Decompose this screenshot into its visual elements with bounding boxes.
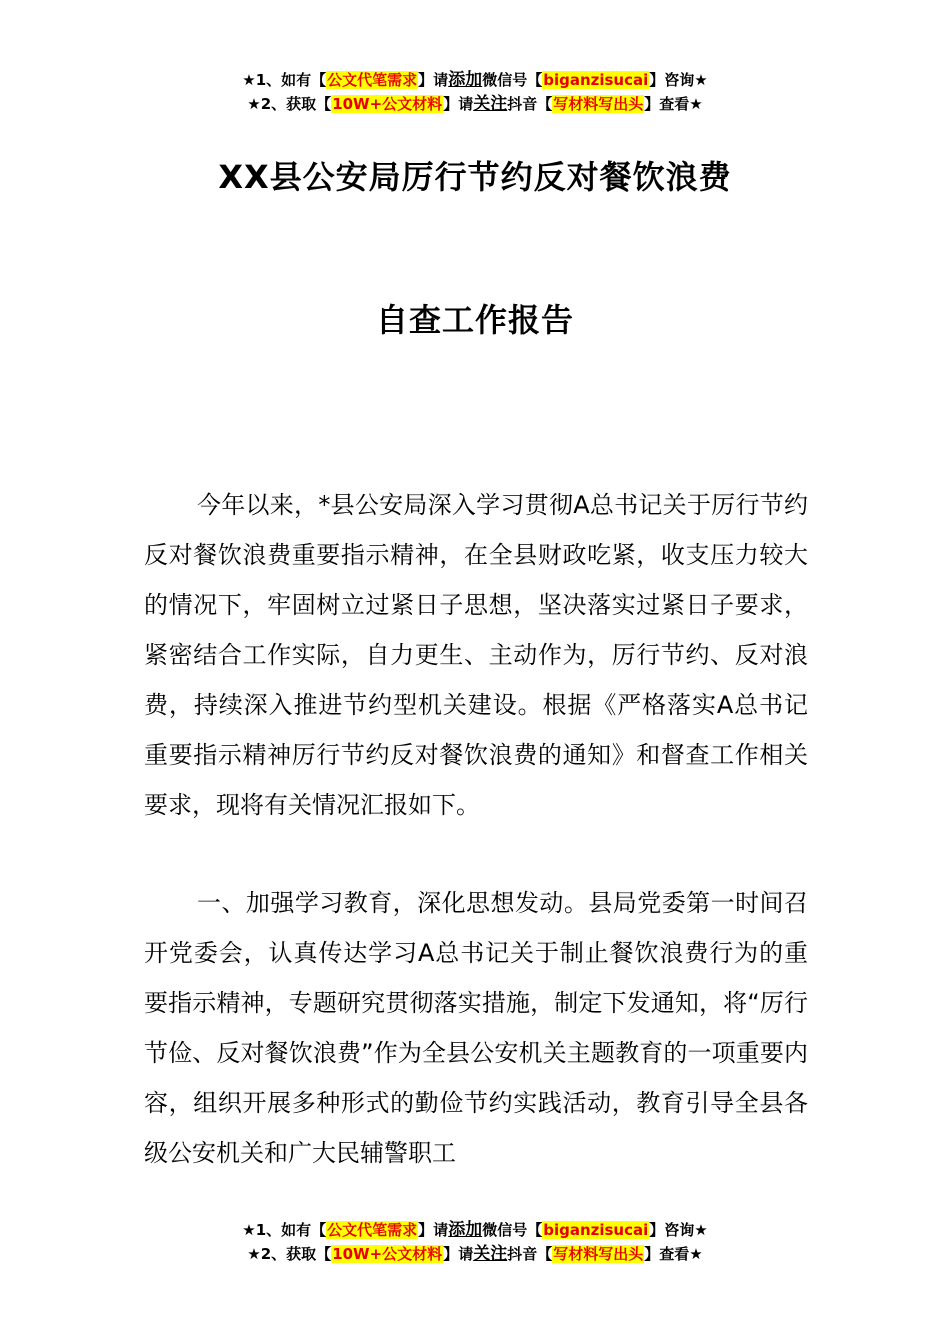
banner-text: 】咨询★ xyxy=(649,1221,708,1239)
banner-text: 】请 xyxy=(443,95,474,113)
banner-text: 】请 xyxy=(418,71,449,89)
banner-highlight: 10W+公文材料 xyxy=(332,1245,443,1263)
banner-underlined-text: 关注 xyxy=(473,94,508,114)
banner-highlight: 公文代笔需求 xyxy=(327,71,418,89)
body-paragraph-2: 一、加强学习教育，深化思想发动。县局党委第一时间召开党委会，认真传达学习A总书记关于制止餐饮浪费行为的重要指示精神，专题研究贯彻落实措施，制定下发通知，将“厉行节俭、反对餐饮浪费”作为全县公安机关主题教育的一项重要内容，组织开展多种形式的勤俭节约实践活动，教育引导全县各级公安机关和广大民辅警职工 xyxy=(144,889,808,1167)
banner-text: 】请 xyxy=(418,1221,449,1239)
banner-line-2 xyxy=(0,1242,950,1266)
banner-text: ★2、获取【 xyxy=(247,95,332,113)
body-paragraph-1: 今年以来，*县公安局深入学习贯彻A总书记关于厉行节约反对餐饮浪费重要指示精神，在全县财政吃紧，收支压力较大的情况下，牢固树立过紧日子思想，坚决落实过紧日子要求，紧密结合工作实际，自力更生、主动作为，厉行节约、反对浪费，持续深入推进节约型机关建设。根据《严格落实A总书记重要指示精神厉行节约反对餐饮浪费的通知》和督查工作相关要求，现将有关情况汇报如下。 xyxy=(144,491,808,819)
banner-highlight: biganzisucai xyxy=(543,1221,649,1239)
banner-highlight: 写材料写出头 xyxy=(553,95,644,113)
banner-underlined-text: 关注 xyxy=(473,1244,508,1264)
banner-text: 】查看★ xyxy=(644,95,703,113)
banner-line-1 xyxy=(0,68,950,92)
banner-text: 】请 xyxy=(443,1245,474,1263)
banner-highlight: 写材料写出头 xyxy=(553,1245,644,1263)
document-title-line-2: 自查工作报告 xyxy=(375,301,574,339)
banner-line-2 xyxy=(0,92,950,116)
banner-text: 微信号【 xyxy=(482,71,543,89)
banner-text: 】查看★ xyxy=(644,1245,703,1263)
banner-highlight: biganzisucai xyxy=(543,71,649,89)
banner-text: 抖音【 xyxy=(507,95,553,113)
document-title-line-1: XX县公安局厉行节约反对餐饮浪费 xyxy=(218,158,732,196)
banner-text: ★1、如有【 xyxy=(242,71,327,89)
banner-underlined-text: 添加 xyxy=(448,1220,483,1240)
banner-line-1 xyxy=(0,1218,950,1242)
banner-highlight: 10W+公文材料 xyxy=(332,95,443,113)
banner-highlight: 公文代笔需求 xyxy=(327,1221,418,1239)
banner-text: ★2、获取【 xyxy=(247,1245,332,1263)
banner-text: 抖音【 xyxy=(507,1245,553,1263)
banner-text: ★1、如有【 xyxy=(242,1221,327,1239)
header-banner xyxy=(0,68,950,116)
banner-text: 微信号【 xyxy=(482,1221,543,1239)
banner-underlined-text: 添加 xyxy=(448,70,483,90)
footer-banner xyxy=(0,1218,950,1266)
banner-text: 】咨询★ xyxy=(649,71,708,89)
